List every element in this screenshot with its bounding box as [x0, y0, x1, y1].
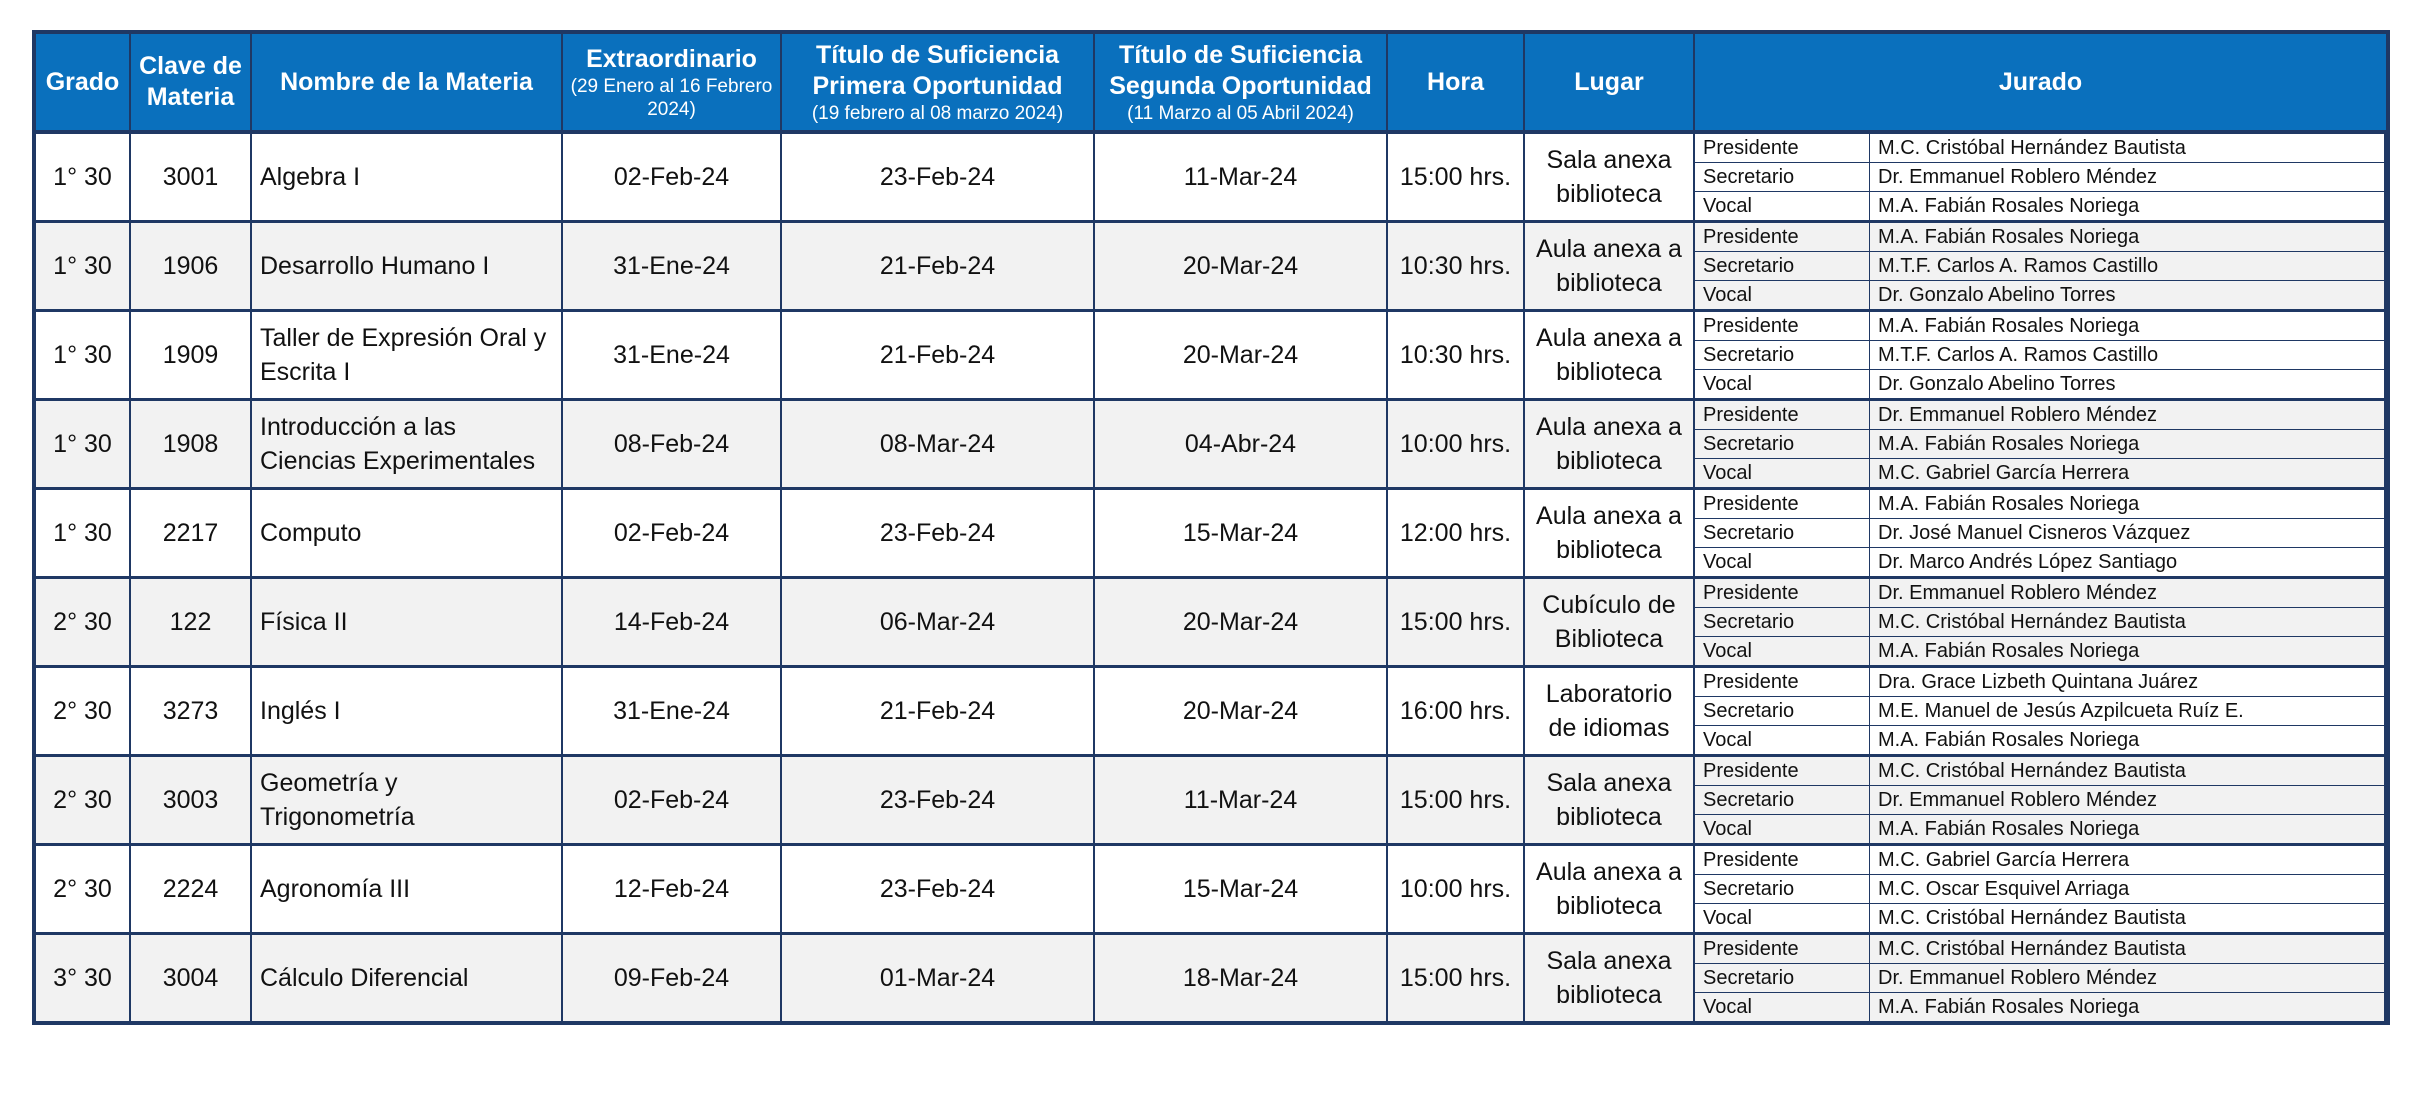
- grado-cell: 2° 30: [36, 578, 130, 667]
- hora-cell: 15:00 hrs.: [1387, 934, 1524, 1022]
- jurado-list: [1695, 401, 2386, 487]
- grado-cell: 1° 30: [36, 132, 130, 222]
- jurado-name: M.C. Cristóbal Hernández Bautista: [1870, 935, 2386, 964]
- jurado-list: [1695, 846, 2386, 932]
- jurado-name: Dr. Emmanuel Roblero Méndez: [1870, 786, 2386, 815]
- lugar-cell: Laboratorio de idiomas: [1524, 667, 1694, 756]
- jurado-name: Dra. Grace Lizbeth Quintana Juárez: [1870, 668, 2386, 697]
- jurado-role: Secretario: [1695, 341, 1870, 370]
- titulo-primera-cell: 23-Feb-24: [781, 756, 1094, 845]
- jurado-member: [1695, 815, 2385, 844]
- header-jurado: Jurado: [1694, 34, 2386, 132]
- jurado-name: M.A. Fabián Rosales Noriega: [1870, 815, 2386, 844]
- lugar-cell: Sala anexa biblioteca: [1524, 756, 1694, 845]
- jurado-name: M.T.F. Carlos A. Ramos Castillo: [1870, 341, 2386, 370]
- jurado-role: Vocal: [1695, 281, 1870, 310]
- header-titulo-primera-range: (19 febrero al 08 marzo 2024): [811, 102, 1064, 124]
- jurado-role: Vocal: [1695, 637, 1870, 666]
- jurado-role: Secretario: [1695, 163, 1870, 192]
- table-row: [36, 132, 2386, 222]
- jurado-cell: [1694, 400, 2386, 489]
- jurado-cell: [1694, 311, 2386, 400]
- titulo-segunda-cell: 18-Mar-24: [1094, 934, 1387, 1022]
- jurado-member: [1695, 757, 2385, 786]
- materia-cell: Introducción a las Ciencias Experimentales: [251, 400, 562, 489]
- titulo-segunda-cell: 20-Mar-24: [1094, 578, 1387, 667]
- jurado-member: [1695, 579, 2385, 608]
- hora-cell: 10:00 hrs.: [1387, 400, 1524, 489]
- titulo-segunda-cell: 20-Mar-24: [1094, 311, 1387, 400]
- header-titulo-segunda-title: Título de Suficiencia Segunda Oportunidad: [1109, 40, 1372, 100]
- jurado-list: [1695, 490, 2386, 576]
- jurado-member: [1695, 608, 2385, 637]
- titulo-primera-cell: 21-Feb-24: [781, 222, 1094, 311]
- jurado-name: Dr. José Manuel Cisneros Vázquez: [1870, 519, 2386, 548]
- jurado-role: Secretario: [1695, 697, 1870, 726]
- jurado-cell: [1694, 578, 2386, 667]
- jurado-role: Presidente: [1695, 223, 1870, 252]
- jurado-list: [1695, 668, 2386, 754]
- clave-cell: 3003: [130, 756, 251, 845]
- titulo-segunda-cell: 11-Mar-24: [1094, 132, 1387, 222]
- extraordinario-cell: 14-Feb-24: [562, 578, 781, 667]
- grado-cell: 2° 30: [36, 756, 130, 845]
- jurado-name: M.A. Fabián Rosales Noriega: [1870, 430, 2386, 459]
- lugar-cell: Aula anexa a biblioteca: [1524, 845, 1694, 934]
- jurado-member: [1695, 935, 2385, 964]
- jurado-name: Dr. Emmanuel Roblero Méndez: [1870, 163, 2386, 192]
- jurado-member: [1695, 401, 2385, 430]
- titulo-primera-cell: 23-Feb-24: [781, 845, 1094, 934]
- header-extraordinario-range: (29 Enero al 16 Febrero 2024): [570, 75, 773, 120]
- header-clave: Clave de Materia: [130, 34, 251, 132]
- lugar-cell: Cubículo de Biblioteca: [1524, 578, 1694, 667]
- jurado-name: M.A. Fabián Rosales Noriega: [1870, 490, 2386, 519]
- titulo-segunda-cell: 04-Abr-24: [1094, 400, 1387, 489]
- lugar-cell: Sala anexa biblioteca: [1524, 132, 1694, 222]
- header-lugar: Lugar: [1524, 34, 1694, 132]
- jurado-cell: [1694, 756, 2386, 845]
- extraordinario-cell: 09-Feb-24: [562, 934, 781, 1022]
- jurado-role: Vocal: [1695, 904, 1870, 933]
- jurado-member: [1695, 904, 2385, 933]
- titulo-primera-cell: 23-Feb-24: [781, 489, 1094, 578]
- hora-cell: 16:00 hrs.: [1387, 667, 1524, 756]
- titulo-primera-cell: 01-Mar-24: [781, 934, 1094, 1022]
- titulo-segunda-cell: 15-Mar-24: [1094, 845, 1387, 934]
- jurado-member: [1695, 430, 2385, 459]
- table-row: [36, 578, 2386, 667]
- hora-cell: 10:00 hrs.: [1387, 845, 1524, 934]
- lugar-cell: Aula anexa a biblioteca: [1524, 311, 1694, 400]
- clave-cell: 1908: [130, 400, 251, 489]
- jurado-member: [1695, 993, 2385, 1022]
- jurado-role: Presidente: [1695, 312, 1870, 341]
- jurado-member: [1695, 459, 2385, 488]
- jurado-cell: [1694, 222, 2386, 311]
- header-nombre: Nombre de la Materia: [251, 34, 562, 132]
- header-grado: Grado: [36, 34, 130, 132]
- table-row: [36, 756, 2386, 845]
- jurado-member: [1695, 846, 2385, 875]
- materia-cell: Inglés I: [251, 667, 562, 756]
- header-extraordinario-title: Extraordinario: [586, 44, 757, 73]
- titulo-segunda-cell: 20-Mar-24: [1094, 667, 1387, 756]
- titulo-primera-cell: 08-Mar-24: [781, 400, 1094, 489]
- clave-cell: 2224: [130, 845, 251, 934]
- extraordinario-cell: 31-Ene-24: [562, 311, 781, 400]
- jurado-member: [1695, 281, 2385, 310]
- jurado-member: [1695, 668, 2385, 697]
- lugar-cell: Aula anexa a biblioteca: [1524, 222, 1694, 311]
- table-header: [36, 34, 2386, 132]
- extraordinario-cell: 02-Feb-24: [562, 756, 781, 845]
- jurado-name: M.T.F. Carlos A. Ramos Castillo: [1870, 252, 2386, 281]
- jurado-member: [1695, 163, 2385, 192]
- table-row: [36, 489, 2386, 578]
- grado-cell: 2° 30: [36, 845, 130, 934]
- jurado-list: [1695, 312, 2386, 398]
- materia-cell: Taller de Expresión Oral y Escrita I: [251, 311, 562, 400]
- materia-cell: Algebra I: [251, 132, 562, 222]
- header-titulo-primera-title: Título de Suficiencia Primera Oportunidad: [812, 40, 1063, 100]
- materia-cell: Cálculo Diferencial: [251, 934, 562, 1022]
- jurado-role: Secretario: [1695, 519, 1870, 548]
- jurado-role: Presidente: [1695, 668, 1870, 697]
- table-row: [36, 845, 2386, 934]
- jurado-role: Secretario: [1695, 430, 1870, 459]
- header-extraordinario: [562, 34, 781, 132]
- grado-cell: 2° 30: [36, 667, 130, 756]
- jurado-member: [1695, 370, 2385, 399]
- jurado-cell: [1694, 489, 2386, 578]
- jurado-name: M.C. Gabriel García Herrera: [1870, 846, 2386, 875]
- jurado-member: [1695, 312, 2385, 341]
- hora-cell: 15:00 hrs.: [1387, 132, 1524, 222]
- jurado-role: Vocal: [1695, 993, 1870, 1022]
- jurado-name: M.A. Fabián Rosales Noriega: [1870, 223, 2386, 252]
- jurado-name: M.A. Fabián Rosales Noriega: [1870, 993, 2386, 1022]
- jurado-member: [1695, 637, 2385, 666]
- header-titulo-segunda-range: (11 Marzo al 05 Abril 2024): [1127, 102, 1354, 124]
- clave-cell: 3001: [130, 132, 251, 222]
- jurado-name: Dr. Gonzalo Abelino Torres: [1870, 281, 2386, 310]
- extraordinario-cell: 31-Ene-24: [562, 667, 781, 756]
- jurado-role: Secretario: [1695, 252, 1870, 281]
- table-row: [36, 667, 2386, 756]
- extraordinario-cell: 02-Feb-24: [562, 489, 781, 578]
- jurado-role: Secretario: [1695, 964, 1870, 993]
- jurado-role: Vocal: [1695, 726, 1870, 755]
- jurado-role: Presidente: [1695, 935, 1870, 964]
- jurado-member: [1695, 252, 2385, 281]
- jurado-role: Vocal: [1695, 370, 1870, 399]
- jurado-name: M.C. Cristóbal Hernández Bautista: [1870, 134, 2386, 163]
- extraordinario-cell: 02-Feb-24: [562, 132, 781, 222]
- jurado-name: M.C. Oscar Esquivel Arriaga: [1870, 875, 2386, 904]
- jurado-role: Presidente: [1695, 579, 1870, 608]
- hora-cell: 15:00 hrs.: [1387, 756, 1524, 845]
- jurado-list: [1695, 134, 2386, 220]
- jurado-member: [1695, 134, 2385, 163]
- extraordinario-cell: 31-Ene-24: [562, 222, 781, 311]
- extraordinario-cell: 12-Feb-24: [562, 845, 781, 934]
- jurado-member: [1695, 786, 2385, 815]
- jurado-name: M.C. Cristóbal Hernández Bautista: [1870, 904, 2386, 933]
- titulo-segunda-cell: 15-Mar-24: [1094, 489, 1387, 578]
- header-hora: Hora: [1387, 34, 1524, 132]
- materia-cell: Computo: [251, 489, 562, 578]
- grado-cell: 1° 30: [36, 311, 130, 400]
- materia-cell: Geometría y Trigonometría: [251, 756, 562, 845]
- header-titulo-segunda: [1094, 34, 1387, 132]
- jurado-list: [1695, 757, 2386, 843]
- jurado-name: Dr. Emmanuel Roblero Méndez: [1870, 964, 2386, 993]
- jurado-role: Presidente: [1695, 846, 1870, 875]
- grado-cell: 3° 30: [36, 934, 130, 1022]
- jurado-name: M.A. Fabián Rosales Noriega: [1870, 312, 2386, 341]
- table-row: [36, 400, 2386, 489]
- jurado-member: [1695, 223, 2385, 252]
- jurado-name: M.A. Fabián Rosales Noriega: [1870, 637, 2386, 666]
- jurado-role: Presidente: [1695, 401, 1870, 430]
- lugar-cell: Aula anexa a biblioteca: [1524, 400, 1694, 489]
- jurado-member: [1695, 964, 2385, 993]
- jurado-role: Secretario: [1695, 608, 1870, 637]
- table-row: [36, 222, 2386, 311]
- lugar-cell: Aula anexa a biblioteca: [1524, 489, 1694, 578]
- jurado-name: M.E. Manuel de Jesús Azpilcueta Ruíz E.: [1870, 697, 2386, 726]
- jurado-name: M.C. Cristóbal Hernández Bautista: [1870, 608, 2386, 637]
- jurado-member: [1695, 341, 2385, 370]
- jurado-member: [1695, 490, 2385, 519]
- titulo-primera-cell: 21-Feb-24: [781, 667, 1094, 756]
- extraordinario-cell: 08-Feb-24: [562, 400, 781, 489]
- jurado-name: M.A. Fabián Rosales Noriega: [1870, 726, 2386, 755]
- jurado-member: [1695, 548, 2385, 577]
- jurado-name: Dr. Emmanuel Roblero Méndez: [1870, 579, 2386, 608]
- jurado-role: Vocal: [1695, 459, 1870, 488]
- jurado-member: [1695, 192, 2385, 221]
- hora-cell: 10:30 hrs.: [1387, 222, 1524, 311]
- titulo-primera-cell: 23-Feb-24: [781, 132, 1094, 222]
- jurado-role: Vocal: [1695, 548, 1870, 577]
- jurado-role: Presidente: [1695, 757, 1870, 786]
- jurado-cell: [1694, 667, 2386, 756]
- jurado-list: [1695, 579, 2386, 665]
- jurado-role: Presidente: [1695, 134, 1870, 163]
- exam-schedule-table: [36, 34, 2386, 1021]
- jurado-role: Vocal: [1695, 192, 1870, 221]
- grado-cell: 1° 30: [36, 222, 130, 311]
- jurado-list: [1695, 223, 2386, 309]
- jurado-role: Secretario: [1695, 786, 1870, 815]
- jurado-role: Presidente: [1695, 490, 1870, 519]
- jurado-name: M.C. Cristóbal Hernández Bautista: [1870, 757, 2386, 786]
- clave-cell: 3273: [130, 667, 251, 756]
- clave-cell: 3004: [130, 934, 251, 1022]
- hora-cell: 15:00 hrs.: [1387, 578, 1524, 667]
- jurado-member: [1695, 519, 2385, 548]
- jurado-name: M.A. Fabián Rosales Noriega: [1870, 192, 2386, 221]
- jurado-name: Dr. Marco Andrés López Santiago: [1870, 548, 2386, 577]
- table-row: [36, 311, 2386, 400]
- titulo-segunda-cell: 20-Mar-24: [1094, 222, 1387, 311]
- jurado-cell: [1694, 934, 2386, 1022]
- clave-cell: 2217: [130, 489, 251, 578]
- jurado-member: [1695, 875, 2385, 904]
- materia-cell: Desarrollo Humano I: [251, 222, 562, 311]
- titulo-segunda-cell: 11-Mar-24: [1094, 756, 1387, 845]
- header-titulo-primera: [781, 34, 1094, 132]
- table-row: [36, 934, 2386, 1022]
- lugar-cell: Sala anexa biblioteca: [1524, 934, 1694, 1022]
- titulo-primera-cell: 06-Mar-24: [781, 578, 1094, 667]
- clave-cell: 122: [130, 578, 251, 667]
- jurado-name: Dr. Emmanuel Roblero Méndez: [1870, 401, 2386, 430]
- table-body: [36, 132, 2386, 1021]
- clave-cell: 1906: [130, 222, 251, 311]
- grado-cell: 1° 30: [36, 400, 130, 489]
- hora-cell: 12:00 hrs.: [1387, 489, 1524, 578]
- exam-schedule: [32, 30, 2390, 1025]
- jurado-cell: [1694, 845, 2386, 934]
- hora-cell: 10:30 hrs.: [1387, 311, 1524, 400]
- jurado-cell: [1694, 132, 2386, 222]
- materia-cell: Física II: [251, 578, 562, 667]
- titulo-primera-cell: 21-Feb-24: [781, 311, 1094, 400]
- jurado-role: Vocal: [1695, 815, 1870, 844]
- jurado-member: [1695, 726, 2385, 755]
- grado-cell: 1° 30: [36, 489, 130, 578]
- jurado-name: M.C. Gabriel García Herrera: [1870, 459, 2386, 488]
- jurado-name: Dr. Gonzalo Abelino Torres: [1870, 370, 2386, 399]
- clave-cell: 1909: [130, 311, 251, 400]
- materia-cell: Agronomía III: [251, 845, 562, 934]
- jurado-list: [1695, 935, 2386, 1021]
- jurado-role: Secretario: [1695, 875, 1870, 904]
- jurado-member: [1695, 697, 2385, 726]
